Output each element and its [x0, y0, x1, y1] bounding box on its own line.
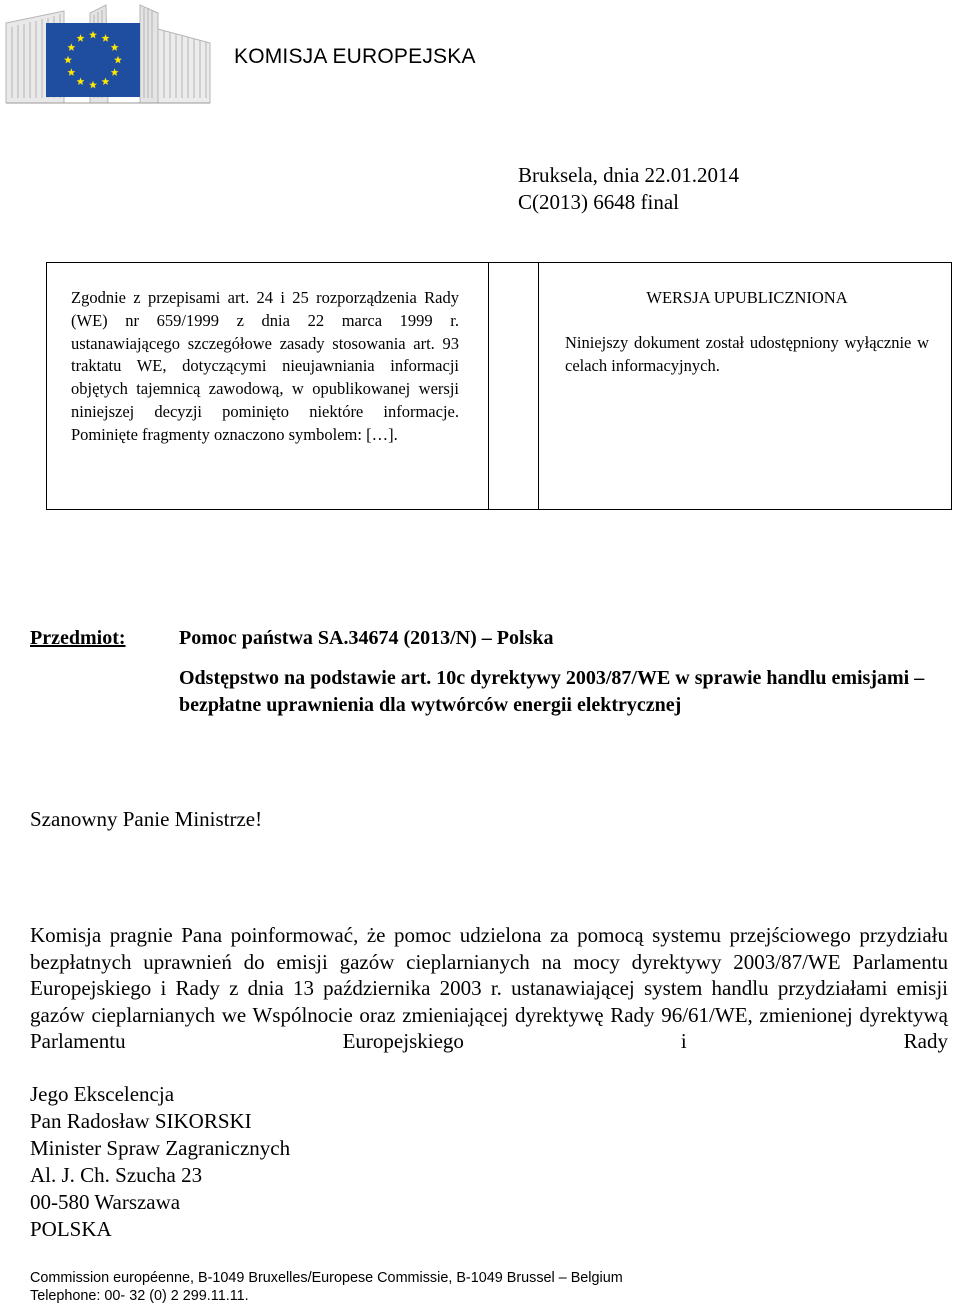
- box-divider: [538, 263, 539, 509]
- footer-address: Commission européenne, B-1049 Bruxelles/Europese Commissie, B-1049 Brussel – Belgium: [30, 1270, 623, 1286]
- salutation: Szanowny Panie Ministrze!: [30, 807, 263, 831]
- addressee-line: Al. J. Ch. Szucha 23: [30, 1163, 203, 1187]
- addressee-line: 00-580 Warszawa: [30, 1190, 181, 1214]
- subject-label: Przedmiot:: [30, 627, 126, 649]
- subject-description: Odstępstwo na podstawie art. 10c dyrektywy 2003/87/WE w sprawie handlu emisjami – bezpłatne uprawnienia dla wytwórców energii elektrycznej: [179, 667, 925, 716]
- organization-name: KOMISJA EUROPEJSKA: [234, 45, 476, 68]
- public-version-notice: [565, 287, 929, 377]
- european-commission-logo: [4, 3, 212, 106]
- subject-title: Pomoc państwa SA.34674 (2013/N) – Polska: [179, 627, 554, 649]
- footer-telephone: Telephone: 00- 32 (0) 2 299.11.11.: [30, 1287, 249, 1304]
- addressee-line: POLSKA: [30, 1217, 112, 1241]
- document-reference: C(2013) 6648 final: [518, 190, 679, 214]
- dateline: [518, 162, 739, 216]
- place-date: Bruksela, dnia 22.01.2014: [518, 163, 740, 187]
- addressee-line: Jego Ekscelencja: [30, 1082, 175, 1106]
- addressee-line: Minister Spraw Zagranicznych: [30, 1136, 291, 1160]
- box-divider: [488, 263, 489, 509]
- body-paragraph: Komisja pragnie Pana poinformować, że pomoc udzielona za pomocą systemu przejściowego przydziału bezpłatnych uprawnień do emisji gazów cieplarnianych na mocy dyrektywy 2003/87/WE Parlamentu Europejskiego i Rady z dnia 13 października 2003 r. ustanawiającej system handlu przydziałami emisji gazów cieplarnianych we Wspólnocie oraz zmieniającej dyrektywę Rady 96/61/WE, zmienionej dyrektywą Parlamentu Europejskiego i Rady: [30, 923, 948, 1054]
- confidentiality-notice-box: [46, 262, 952, 510]
- confidentiality-notice: Zgodnie z przepisami art. 24 i 25 rozporządzenia Rady (WE) nr 659/1999 z dnia 22 marca 1999 r. ustanawiającego szczegółowe zasady stosowania art. 93 traktatu WE, dotyczącymi nieujawniania informacji objętych tajemnicą zawodową, w opublikowanej wersji niniejszej decyzji pominięto niektóre informacje. Pominięte fragmenty oznaczono symbolem: […].: [71, 288, 459, 444]
- public-version-text: Niniejszy dokument został udostępniony wyłącznie w celach informacyjnych.: [565, 332, 929, 375]
- addressee-line: Pan Radosław SIKORSKI: [30, 1109, 252, 1133]
- addressee-block: [30, 1081, 290, 1243]
- page-footer: [30, 1270, 623, 1305]
- public-version-title: WERSJA UPUBLICZNIONA: [646, 288, 848, 307]
